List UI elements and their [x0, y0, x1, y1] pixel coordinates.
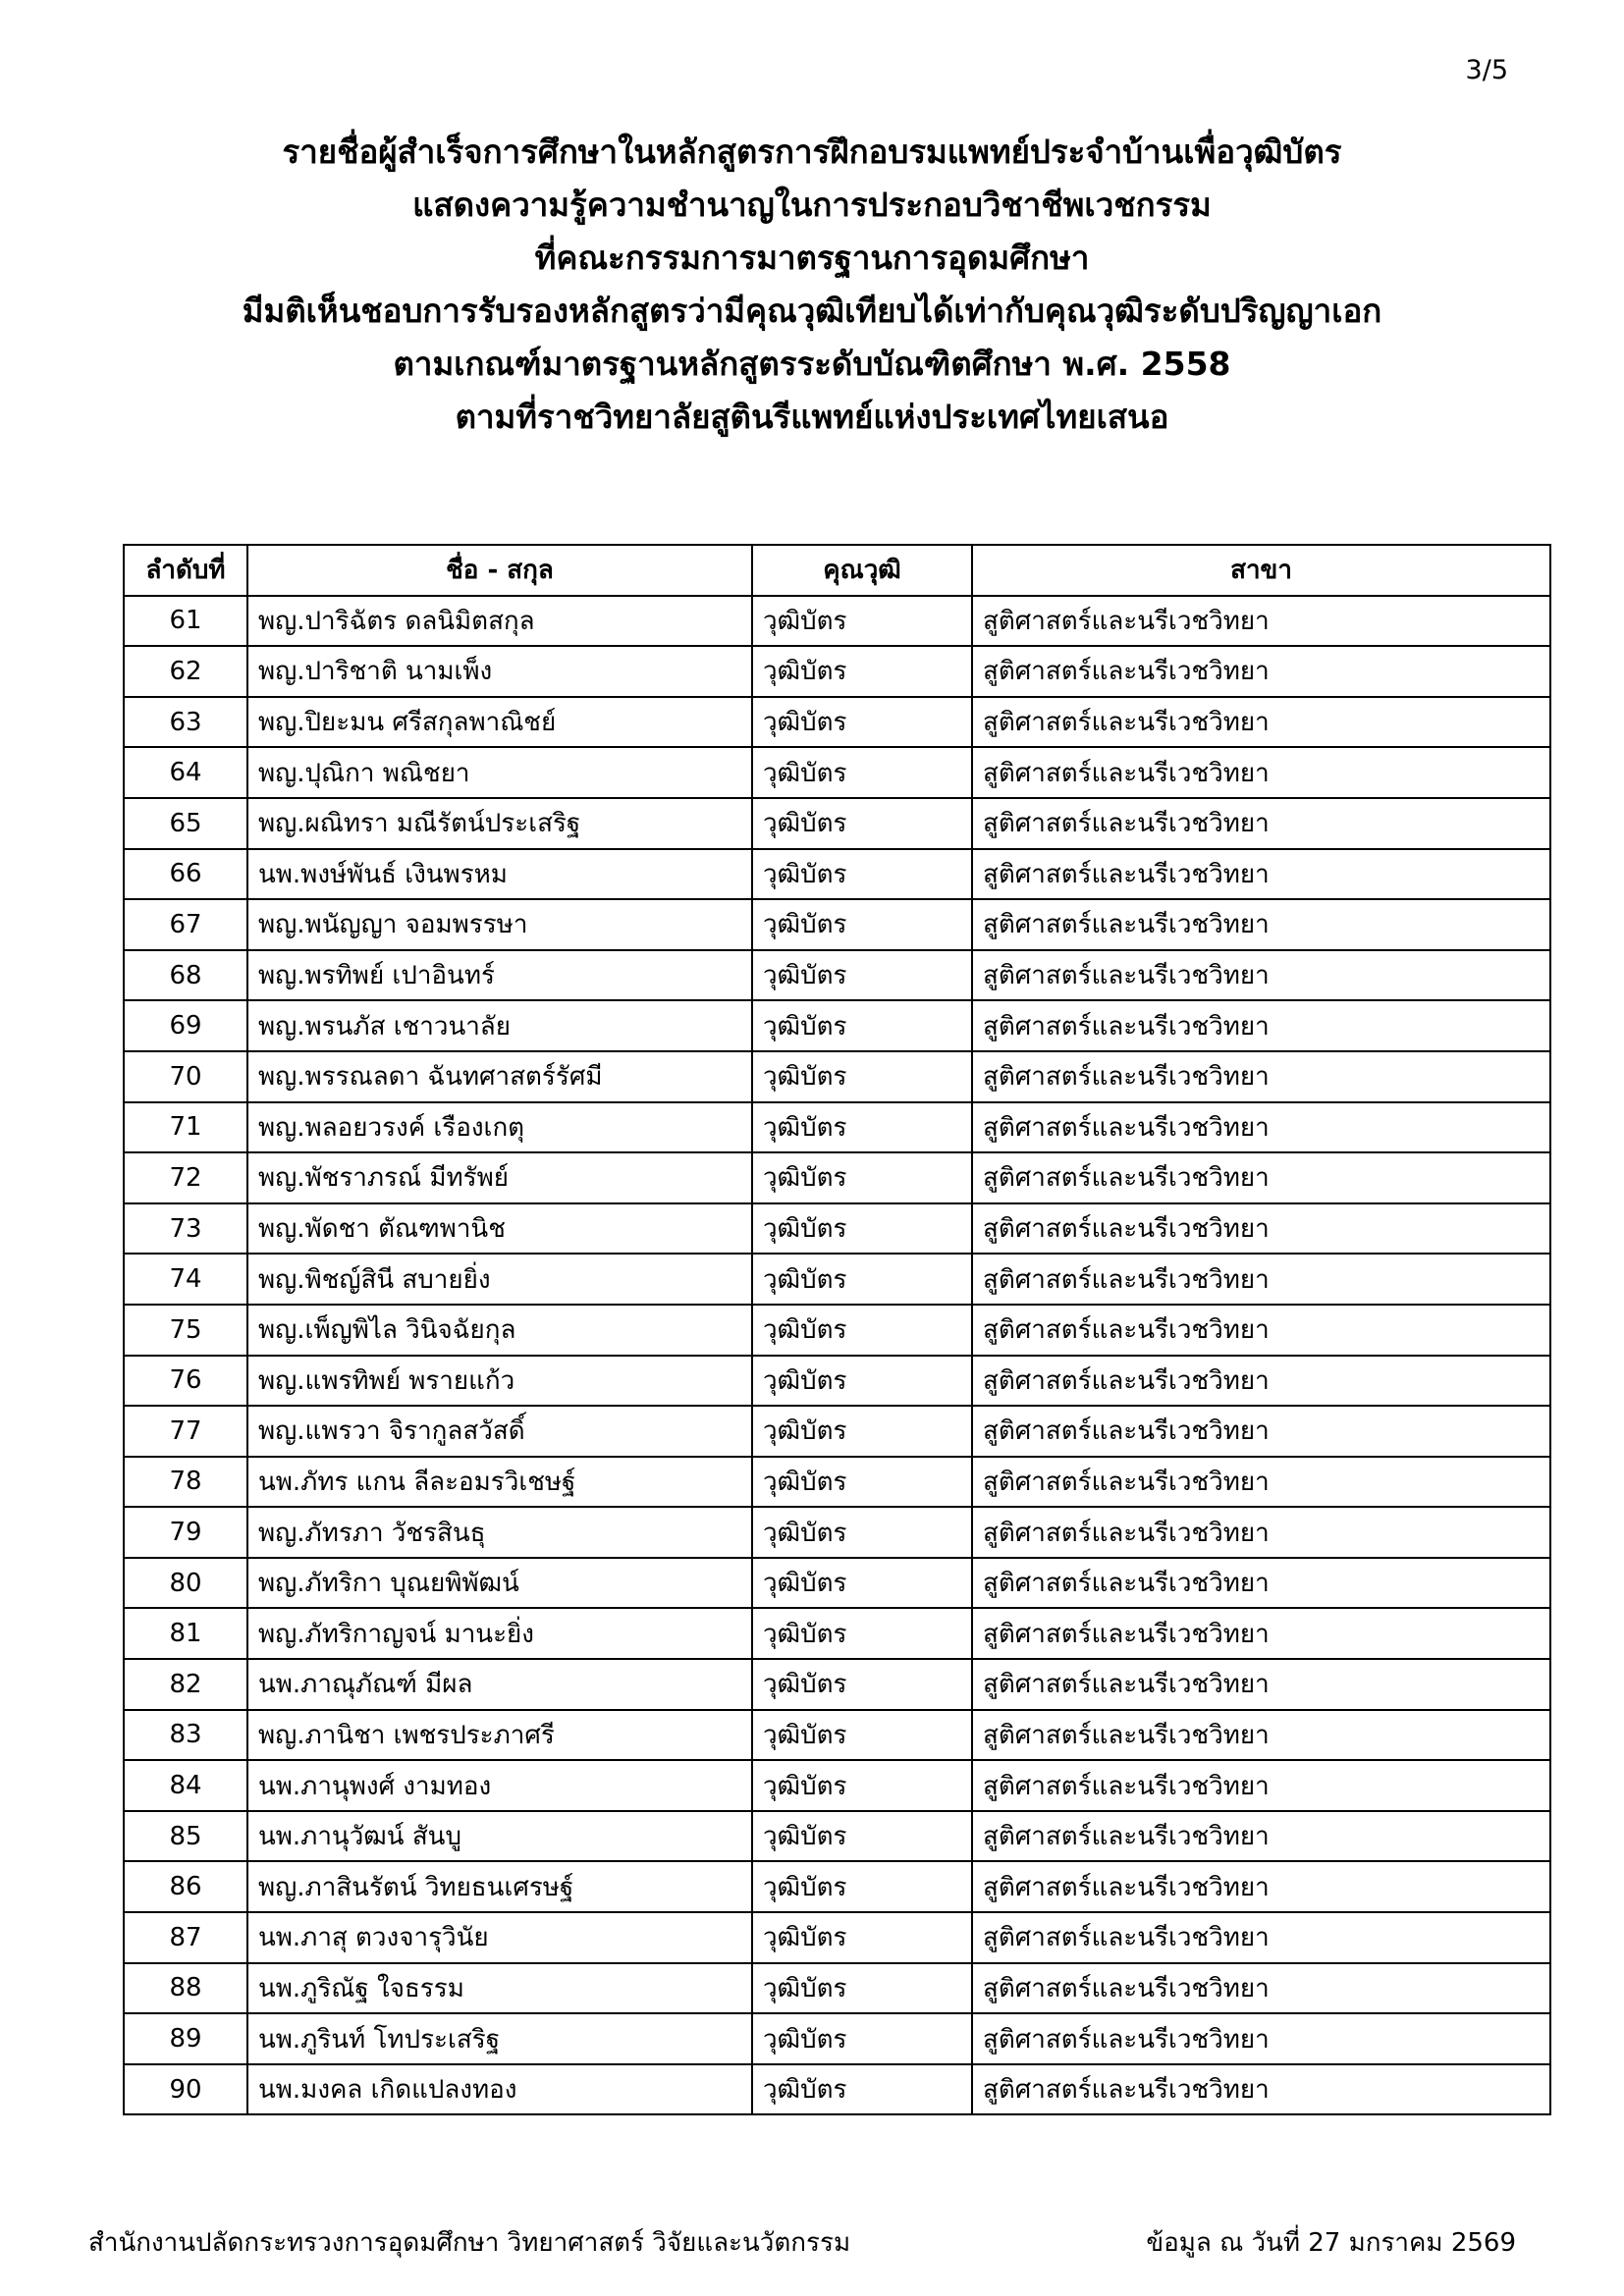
cell-branch: สูติศาสตร์และนรีเวชวิทยา — [972, 1608, 1550, 1659]
cell-qualification: วุฒิบัตร — [752, 747, 972, 798]
cell-name: นพ.ภาสุ ตวงจารุวินัย — [247, 1912, 752, 1963]
cell-branch: สูติศาสตร์และนรีเวชวิทยา — [972, 1760, 1550, 1811]
cell-branch: สูติศาสตร์และนรีเวชวิทยา — [972, 1051, 1550, 1102]
cell-number: 90 — [124, 2064, 247, 2115]
cell-branch: สูติศาสตร์และนรีเวชวิทยา — [972, 596, 1550, 647]
cell-name: พญ.เพ็ญพิไล วินิจฉัยกุล — [247, 1305, 752, 1356]
cell-name: พญ.พรรณลดา ฉันทศาสตร์รัศมี — [247, 1051, 752, 1102]
table-row — [124, 1861, 1550, 1912]
table-row — [124, 1203, 1550, 1255]
cell-number: 85 — [124, 1811, 247, 1862]
title-line: ตามที่ราชวิทยาลัยสูตินรีแพทย์แห่งประเทศไทยเสนอ — [455, 398, 1169, 436]
cell-name: นพ.ภูริณัฐ ใจธรรม — [247, 1963, 752, 2014]
header-number: ลำดับที่ — [124, 545, 247, 596]
title-line: ที่คณะกรรมการมาตรฐานการอุดมศึกษา — [534, 239, 1090, 277]
cell-name: พญ.พนัญญา จอมพรรษา — [247, 899, 752, 950]
cell-qualification: วุฒิบัตร — [752, 2064, 972, 2115]
cell-qualification: วุฒิบัตร — [752, 1558, 972, 1609]
cell-qualification: วุฒิบัตร — [752, 1152, 972, 1203]
table-row — [124, 1305, 1550, 1356]
cell-number: 71 — [124, 1102, 247, 1153]
cell-number: 76 — [124, 1356, 247, 1407]
cell-number: 65 — [124, 798, 247, 849]
table-row — [124, 747, 1550, 798]
cell-number: 67 — [124, 899, 247, 950]
cell-number: 62 — [124, 646, 247, 697]
table-row — [124, 1912, 1550, 1963]
cell-number: 75 — [124, 1305, 247, 1356]
cell-name: นพ.ภัทร แกน ลีละอมรวิเชษฐ์ — [247, 1457, 752, 1508]
table-row — [124, 1659, 1550, 1710]
cell-qualification: วุฒิบัตร — [752, 1457, 972, 1508]
cell-branch: สูติศาสตร์และนรีเวชวิทยา — [972, 1710, 1550, 1761]
cell-name: พญ.ภัทริกา บุณยพิพัฒน์ — [247, 1558, 752, 1609]
cell-branch: สูติศาสตร์และนรีเวชวิทยา — [972, 1912, 1550, 1963]
cell-number: 83 — [124, 1710, 247, 1761]
header-name: ชื่อ - สกุล — [247, 545, 752, 596]
cell-number: 72 — [124, 1152, 247, 1203]
cell-branch: สูติศาสตร์และนรีเวชวิทยา — [972, 1811, 1550, 1862]
table-row — [124, 1000, 1550, 1051]
cell-branch: สูติศาสตร์และนรีเวชวิทยา — [972, 1305, 1550, 1356]
table-row — [124, 1457, 1550, 1508]
cell-name: นพ.ภูรินท์ โทประเสริฐ — [247, 2013, 752, 2064]
table-row — [124, 1760, 1550, 1811]
table-row — [124, 1608, 1550, 1659]
cell-number: 73 — [124, 1203, 247, 1255]
footer-date: ข้อมูล ณ วันที่ 27 มกราคม 2569 — [1146, 2228, 1516, 2258]
table-row — [124, 1152, 1550, 1203]
table-row — [124, 2064, 1550, 2115]
cell-qualification: วุฒิบัตร — [752, 697, 972, 748]
cell-qualification: วุฒิบัตร — [752, 1000, 972, 1051]
cell-qualification: วุฒิบัตร — [752, 1356, 972, 1407]
cell-number: 63 — [124, 697, 247, 748]
cell-name: พญ.พิชญ์สินี สบายยิ่ง — [247, 1254, 752, 1305]
cell-name: พญ.พรทิพย์ เปาอินทร์ — [247, 950, 752, 1001]
cell-branch: สูติศาสตร์และนรีเวชวิทยา — [972, 1356, 1550, 1407]
cell-number: 77 — [124, 1406, 247, 1457]
cell-number: 82 — [124, 1659, 247, 1710]
table-row — [124, 899, 1550, 950]
cell-number: 66 — [124, 849, 247, 900]
cell-name: พญ.ปิยะมน ศรีสกุลพาณิชย์ — [247, 697, 752, 748]
cell-name: พญ.พัดชา ตัณฑพานิช — [247, 1203, 752, 1255]
cell-name: นพ.พงษ์พันธ์ เงินพรหม — [247, 849, 752, 900]
table-row — [124, 1811, 1550, 1862]
cell-name: นพ.มงคล เกิดแปลงทอง — [247, 2064, 752, 2115]
cell-branch: สูติศาสตร์และนรีเวชวิทยา — [972, 646, 1550, 697]
cell-branch: สูติศาสตร์และนรีเวชวิทยา — [972, 2064, 1550, 2115]
cell-branch: สูติศาสตร์และนรีเวชวิทยา — [972, 1102, 1550, 1153]
cell-qualification: วุฒิบัตร — [752, 1406, 972, 1457]
cell-qualification: วุฒิบัตร — [752, 1507, 972, 1558]
title-line: รายชื่อผู้สำเร็จการศึกษาในหลักสูตรการฝึกอบรมแพทย์ประจำบ้านเพื่อวุฒิบัตร — [282, 133, 1342, 171]
cell-name: พญ.ปุณิกา พณิชยา — [247, 747, 752, 798]
title-line: มีมติเห็นชอบการรับรองหลักสูตรว่ามีคุณวุฒิเทียบได้เท่ากับคุณวุฒิระดับปริญญาเอก — [242, 292, 1382, 330]
table-row — [124, 2013, 1550, 2064]
cell-qualification: วุฒิบัตร — [752, 1203, 972, 1255]
cell-branch: สูติศาสตร์และนรีเวชวิทยา — [972, 2013, 1550, 2064]
cell-name: พญ.ภัทรภา วัชรสินธุ — [247, 1507, 752, 1558]
cell-qualification: วุฒิบัตร — [752, 646, 972, 697]
table-row — [124, 1507, 1550, 1558]
cell-number: 79 — [124, 1507, 247, 1558]
header-branch: สาขา — [972, 545, 1550, 596]
cell-branch: สูติศาสตร์และนรีเวชวิทยา — [972, 1861, 1550, 1912]
cell-qualification: วุฒิบัตร — [752, 1051, 972, 1102]
cell-qualification: วุฒิบัตร — [752, 1963, 972, 2014]
cell-qualification: วุฒิบัตร — [752, 1305, 972, 1356]
footer — [88, 2222, 1516, 2263]
cell-name: นพ.ภานุวัฒน์ สันบู — [247, 1811, 752, 1862]
cell-number: 70 — [124, 1051, 247, 1102]
cell-branch: สูติศาสตร์และนรีเวชวิทยา — [972, 1963, 1550, 2014]
cell-name: พญ.แพรวา จิรากูลสวัสดิ์ — [247, 1406, 752, 1457]
table-row — [124, 1254, 1550, 1305]
table-row — [124, 950, 1550, 1001]
cell-branch: สูติศาสตร์และนรีเวชวิทยา — [972, 849, 1550, 900]
cell-branch: สูติศาสตร์และนรีเวชวิทยา — [972, 1558, 1550, 1609]
cell-number: 78 — [124, 1457, 247, 1508]
cell-name: พญ.ปาริฉัตร ดลนิมิตสกุล — [247, 596, 752, 647]
cell-branch: สูติศาสตร์และนรีเวชวิทยา — [972, 950, 1550, 1001]
cell-name: นพ.ภานุพงศ์ งามทอง — [247, 1760, 752, 1811]
title-line: ตามเกณฑ์มาตรฐานหลักสูตรระดับบัณฑิตศึกษา พ.ศ. 2558 — [393, 345, 1231, 383]
cell-number: 84 — [124, 1760, 247, 1811]
cell-qualification: วุฒิบัตร — [752, 1102, 972, 1153]
cell-name: พญ.แพรทิพย์ พรายแก้ว — [247, 1356, 752, 1407]
cell-number: 88 — [124, 1963, 247, 2014]
cell-name: พญ.ภาสินรัตน์ วิทยธนเศรษฐ์ — [247, 1861, 752, 1912]
cell-branch: สูติศาสตร์และนรีเวชวิทยา — [972, 1406, 1550, 1457]
cell-qualification: วุฒิบัตร — [752, 1608, 972, 1659]
cell-name: พญ.ปาริชาติ นามเพ็ง — [247, 646, 752, 697]
cell-branch: สูติศาสตร์และนรีเวชวิทยา — [972, 1659, 1550, 1710]
cell-qualification: วุฒิบัตร — [752, 596, 972, 647]
cell-branch: สูติศาสตร์และนรีเวชวิทยา — [972, 899, 1550, 950]
cell-number: 74 — [124, 1254, 247, 1305]
page-number: 3/5 — [1465, 55, 1508, 85]
table-row — [124, 849, 1550, 900]
cell-name: พญ.พัชราภรณ์ มีทรัพย์ — [247, 1152, 752, 1203]
table-row — [124, 697, 1550, 748]
cell-name: นพ.ภาณุภัณฑ์ มีผล — [247, 1659, 752, 1710]
cell-qualification: วุฒิบัตร — [752, 2013, 972, 2064]
table-row — [124, 1558, 1550, 1609]
cell-qualification: วุฒิบัตร — [752, 798, 972, 849]
cell-qualification: วุฒิบัตร — [752, 1912, 972, 1963]
footer-office: สำนักงานปลัดกระทรวงการอุดมศึกษา วิทยาศาสตร์ วิจัยและนวัตกรรม — [88, 2228, 851, 2258]
cell-branch: สูติศาสตร์และนรีเวชวิทยา — [972, 1507, 1550, 1558]
table-header-row — [124, 545, 1550, 596]
table-row — [124, 646, 1550, 697]
cell-branch: สูติศาสตร์และนรีเวชวิทยา — [972, 747, 1550, 798]
cell-qualification: วุฒิบัตร — [752, 849, 972, 900]
cell-number: 81 — [124, 1608, 247, 1659]
cell-name: พญ.พรนภัส เชาวนาลัย — [247, 1000, 752, 1051]
cell-qualification: วุฒิบัตร — [752, 899, 972, 950]
table-row — [124, 1102, 1550, 1153]
cell-number: 89 — [124, 2013, 247, 2064]
cell-number: 87 — [124, 1912, 247, 1963]
document-title — [0, 126, 1624, 444]
cell-number: 80 — [124, 1558, 247, 1609]
cell-name: พญ.ผณิทรา มณีรัตน์ประเสริฐ — [247, 798, 752, 849]
table-row — [124, 1356, 1550, 1407]
cell-qualification: วุฒิบัตร — [752, 1710, 972, 1761]
cell-branch: สูติศาสตร์และนรีเวชวิทยา — [972, 1254, 1550, 1305]
table-body — [124, 596, 1550, 2115]
header-qualification: คุณวุฒิ — [752, 545, 972, 596]
graduates-table — [123, 544, 1551, 2115]
cell-number: 86 — [124, 1861, 247, 1912]
cell-qualification: วุฒิบัตร — [752, 1254, 972, 1305]
cell-number: 69 — [124, 1000, 247, 1051]
cell-qualification: วุฒิบัตร — [752, 1659, 972, 1710]
cell-name: พญ.ภานิชา เพชรประภาศรี — [247, 1710, 752, 1761]
cell-branch: สูติศาสตร์และนรีเวชวิทยา — [972, 1457, 1550, 1508]
table-row — [124, 596, 1550, 647]
cell-qualification: วุฒิบัตร — [752, 1760, 972, 1811]
table-row — [124, 1963, 1550, 2014]
title-line: แสดงความรู้ความชำนาญในการประกอบวิชาชีพเวชกรรม — [412, 186, 1212, 224]
table-row — [124, 1051, 1550, 1102]
cell-branch: สูติศาสตร์และนรีเวชวิทยา — [972, 1203, 1550, 1255]
cell-qualification: วุฒิบัตร — [752, 1811, 972, 1862]
cell-branch: สูติศาสตร์และนรีเวชวิทยา — [972, 798, 1550, 849]
cell-branch: สูติศาสตร์และนรีเวชวิทยา — [972, 697, 1550, 748]
table-row — [124, 1710, 1550, 1761]
cell-branch: สูติศาสตร์และนรีเวชวิทยา — [972, 1000, 1550, 1051]
cell-branch: สูติศาสตร์และนรีเวชวิทยา — [972, 1152, 1550, 1203]
cell-qualification: วุฒิบัตร — [752, 1861, 972, 1912]
cell-number: 68 — [124, 950, 247, 1001]
table-row — [124, 798, 1550, 849]
cell-number: 64 — [124, 747, 247, 798]
table-row — [124, 1406, 1550, 1457]
cell-name: พญ.ภัทริกาญจน์ มานะยิ่ง — [247, 1608, 752, 1659]
cell-qualification: วุฒิบัตร — [752, 950, 972, 1001]
cell-number: 61 — [124, 596, 247, 647]
cell-name: พญ.พลอยวรงค์ เรืองเกตุ — [247, 1102, 752, 1153]
